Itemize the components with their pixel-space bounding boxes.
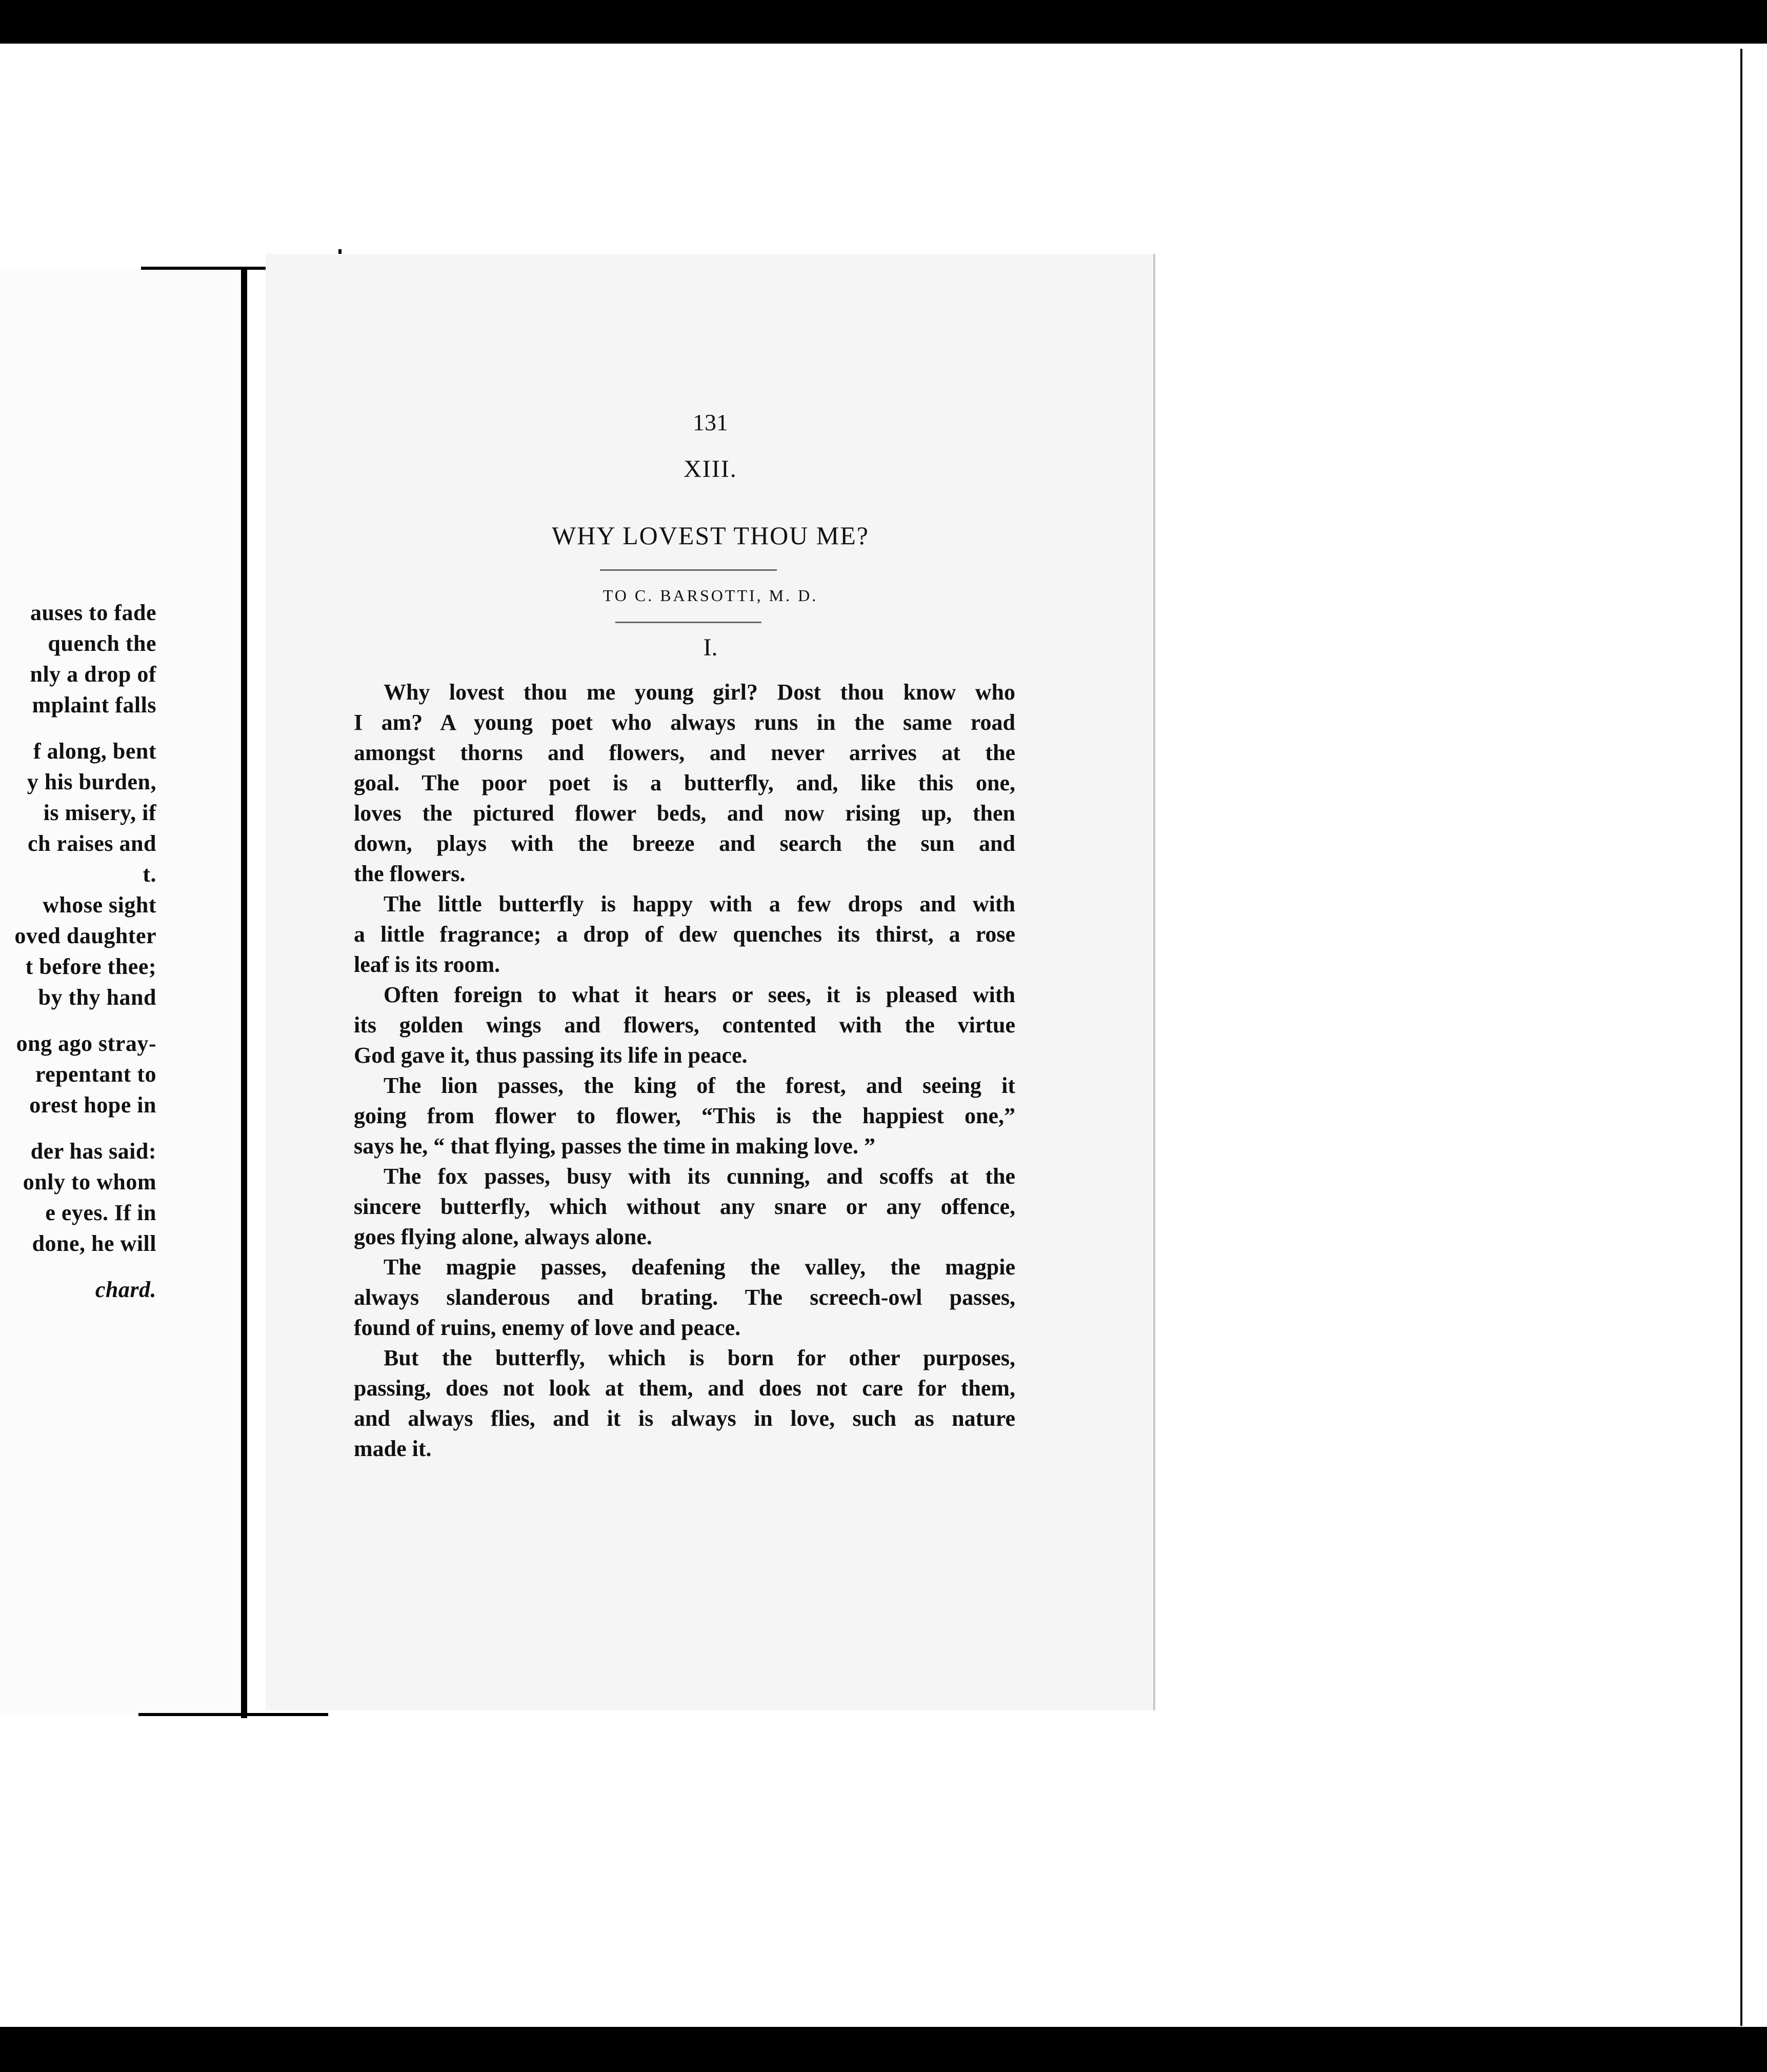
paragraph-line: God gave it, thus passing its life in peace.	[354, 1043, 748, 1068]
paragraph-line: But the butterfly, which is born for other purposes,	[384, 1345, 1015, 1370]
left-page-line: only to whom	[23, 1169, 156, 1194]
left-page-line: orest hope in	[29, 1092, 156, 1118]
divider-rule	[600, 569, 777, 571]
paragraph	[354, 980, 1015, 1070]
left-page-line: mplaint falls	[32, 692, 156, 718]
paragraph-line: found of ruins, enemy of love and peace.	[354, 1315, 741, 1340]
paragraph-line: The little butterfly is happy with a few drops and with	[384, 891, 1015, 917]
paragraph-line: passing, does not look at them, and does not care for them,	[354, 1376, 1015, 1401]
section-number: I.	[703, 634, 718, 661]
left-page-line: ch raises and	[28, 831, 156, 856]
paragraph-line: and always flies, and it is always in love, such as nature	[354, 1406, 1015, 1431]
paragraph-line: made it.	[354, 1436, 432, 1461]
paragraph-line: amongst thorns and flowers, and never arrives at the	[354, 740, 1015, 765]
divider-rule	[615, 622, 761, 623]
left-page-text	[0, 597, 156, 1623]
left-page-line: repentant to	[35, 1062, 156, 1087]
paragraph-line: Often foreign to what it hears or sees, it is pleased with	[384, 982, 1015, 1007]
paragraph-line: The magpie passes, deafening the valley, the magpie	[384, 1254, 1015, 1280]
scan-border-top	[0, 0, 1767, 44]
left-page-line: whose sight	[43, 892, 156, 918]
left-page-line: ong ago stray-	[16, 1031, 156, 1056]
left-page-line: e eyes. If in	[45, 1200, 156, 1225]
paragraph	[354, 1252, 1015, 1343]
chapter-number: XIII.	[684, 455, 737, 483]
scan-edge-line	[1740, 49, 1742, 2026]
dedication: TO C. BARSOTTI, M. D.	[603, 586, 818, 605]
left-page-line: is misery, if	[43, 800, 156, 825]
paragraph-line: The fox passes, busy with its cunning, and scoffs at the	[384, 1164, 1015, 1189]
left-page-line: t before thee;	[25, 954, 156, 979]
paragraph-line: goes flying alone, always alone.	[354, 1224, 652, 1249]
paragraph-line: going from flower to flower, “This is the happiest one,”	[354, 1103, 1015, 1128]
paragraph	[354, 1343, 1015, 1464]
chapter-title: WHY LOVEST THOU ME?	[552, 521, 869, 550]
paragraph-line: its golden wings and flowers, contented with the virtue	[354, 1012, 1015, 1038]
paragraph-line: goal. The poor poet is a butterfly, and, like this one,	[354, 770, 1015, 795]
paragraph-line: The lion passes, the king of the forest, and seeing it	[384, 1073, 1015, 1098]
paragraph-line: I am? A young poet who always runs in the same road	[354, 710, 1015, 735]
binding-clip-bottom	[138, 1713, 328, 1716]
paragraph-line: loves the pictured flower beds, and now rising up, then	[354, 801, 1015, 826]
left-page-line: auses to fade	[30, 600, 156, 625]
paragraph-line: always slanderous and brating. The screech-owl passes,	[354, 1285, 1015, 1310]
body-text	[354, 677, 1015, 1464]
scan-border-bottom	[0, 2027, 1767, 2072]
paragraph	[354, 889, 1015, 980]
left-page-line: by thy hand	[38, 985, 156, 1010]
left-page-line: nly a drop of	[30, 662, 156, 687]
book-spine	[241, 267, 263, 1718]
page-number: 131	[693, 409, 728, 435]
left-page-line: oved daughter	[14, 923, 156, 948]
left-page-line: y his burden,	[27, 769, 156, 794]
left-page-line: done, he will	[32, 1231, 156, 1256]
left-facing-page	[0, 269, 256, 1716]
paragraph-line: says he, “ that flying, passes the time in making love. ”	[354, 1133, 875, 1159]
paragraph-line: a little fragrance; a drop of dew quenches its thirst, a rose	[354, 922, 1015, 947]
paragraph	[354, 677, 1015, 889]
paragraph-line: the flowers.	[354, 861, 466, 886]
paragraph-line: Why lovest thou me young girl? Dost thou know who	[384, 680, 1015, 705]
left-page-line: chard.	[95, 1277, 156, 1302]
left-page-line: quench the	[48, 631, 156, 656]
left-page-line: der has said:	[30, 1139, 156, 1164]
paragraph-line: sincere butterfly, which without any snare or any offence,	[354, 1194, 1015, 1219]
paragraph-line: down, plays with the breeze and search the sun and	[354, 831, 1015, 856]
left-page-line: t.	[143, 862, 156, 887]
left-page-line: f along, bent	[33, 739, 156, 764]
paragraph	[354, 1070, 1015, 1161]
paragraph-line: leaf is its room.	[354, 952, 500, 977]
paragraph	[354, 1161, 1015, 1252]
